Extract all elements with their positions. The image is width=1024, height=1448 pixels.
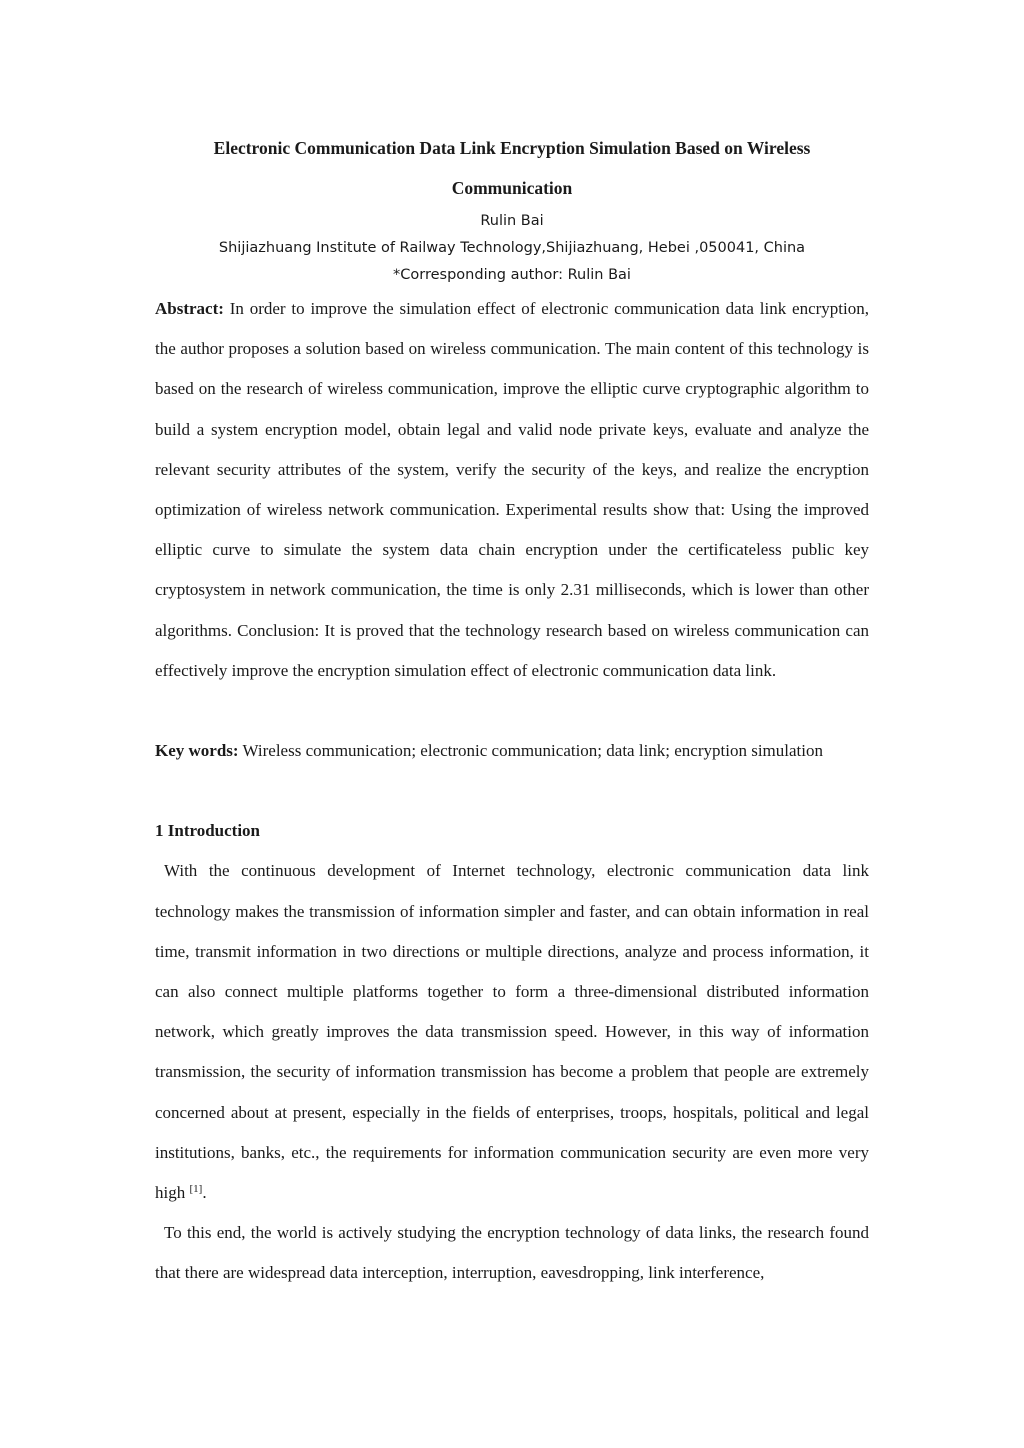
corresponding-author: *Corresponding author: Rulin Bai <box>393 267 631 283</box>
intro-paragraph-1-end: . <box>202 1183 207 1203</box>
title-line-2: Communication <box>451 178 573 198</box>
intro-paragraph-1 <box>155 851 869 1213</box>
section-heading-introduction: 1 Introduction <box>155 821 261 841</box>
intro-paragraph-2: To this end, the world is actively studying the encryption technology of data links, the research found that there are widespread data interception, interruption, eavesdropping, link interference, <box>155 1223 869 1283</box>
abstract-label: Abstract: <box>155 299 224 318</box>
author-affiliation: Shijiazhuang Institute of Railway Technology,Shijiazhuang, Hebei ,050041, China <box>218 240 806 256</box>
author-name: Rulin Bai <box>480 213 544 229</box>
paper-title <box>155 128 869 208</box>
keywords-line <box>155 731 869 771</box>
abstract-paragraph <box>155 289 869 691</box>
title-line-1: Electronic Communication Data Link Encryption Simulation Based on Wireless <box>213 138 811 158</box>
abstract-text: In order to improve the simulation effect of electronic communication data link encryption, the author proposes a solution based on wireless communication. The main content of this technology is based on the research of wireless communication, improve the elliptic curve cryptographic algorithm to build a system encryption model, obtain legal and valid node private keys, evaluate and analyze the relevant security attributes of the system, verify the security of the keys, and realize the encryption optimization of wireless network communication. Experimental results show that: Using the improved elliptic curve to simulate the system data chain encryption under the certificateless public key cryptosystem in network communication, the time is only 2.31 milliseconds, which is lower than other algorithms. Conclusion: It is proved that the technology research based on wireless communication can effectively improve the encryption simulation effect of electronic communication data link. <box>155 299 869 680</box>
intro-paragraph-1-text: With the continuous development of Internet technology, electronic communication data link technology makes the transmission of information simpler and faster, and can obtain information in real time, transmit information in two directions or multiple directions, analyze and process information, it can also connect multiple platforms together to form a three-dimensional distributed information network, which greatly improves the data transmission speed. However, in this way of information transmission, the security of information transmission has become a problem that people are extremely concerned about at present, especially in the fields of enterprises, troops, hospitals, political and legal institutions, banks, etc., the requirements for information communication security are even more very high <box>155 861 869 1203</box>
keywords-label: Key words: <box>155 741 239 761</box>
paper-page <box>155 128 869 1294</box>
citation-ref-1[interactable]: [1] <box>189 1183 203 1196</box>
keywords-text: Wireless communication; electronic communication; data link; encryption simulation <box>238 741 823 761</box>
